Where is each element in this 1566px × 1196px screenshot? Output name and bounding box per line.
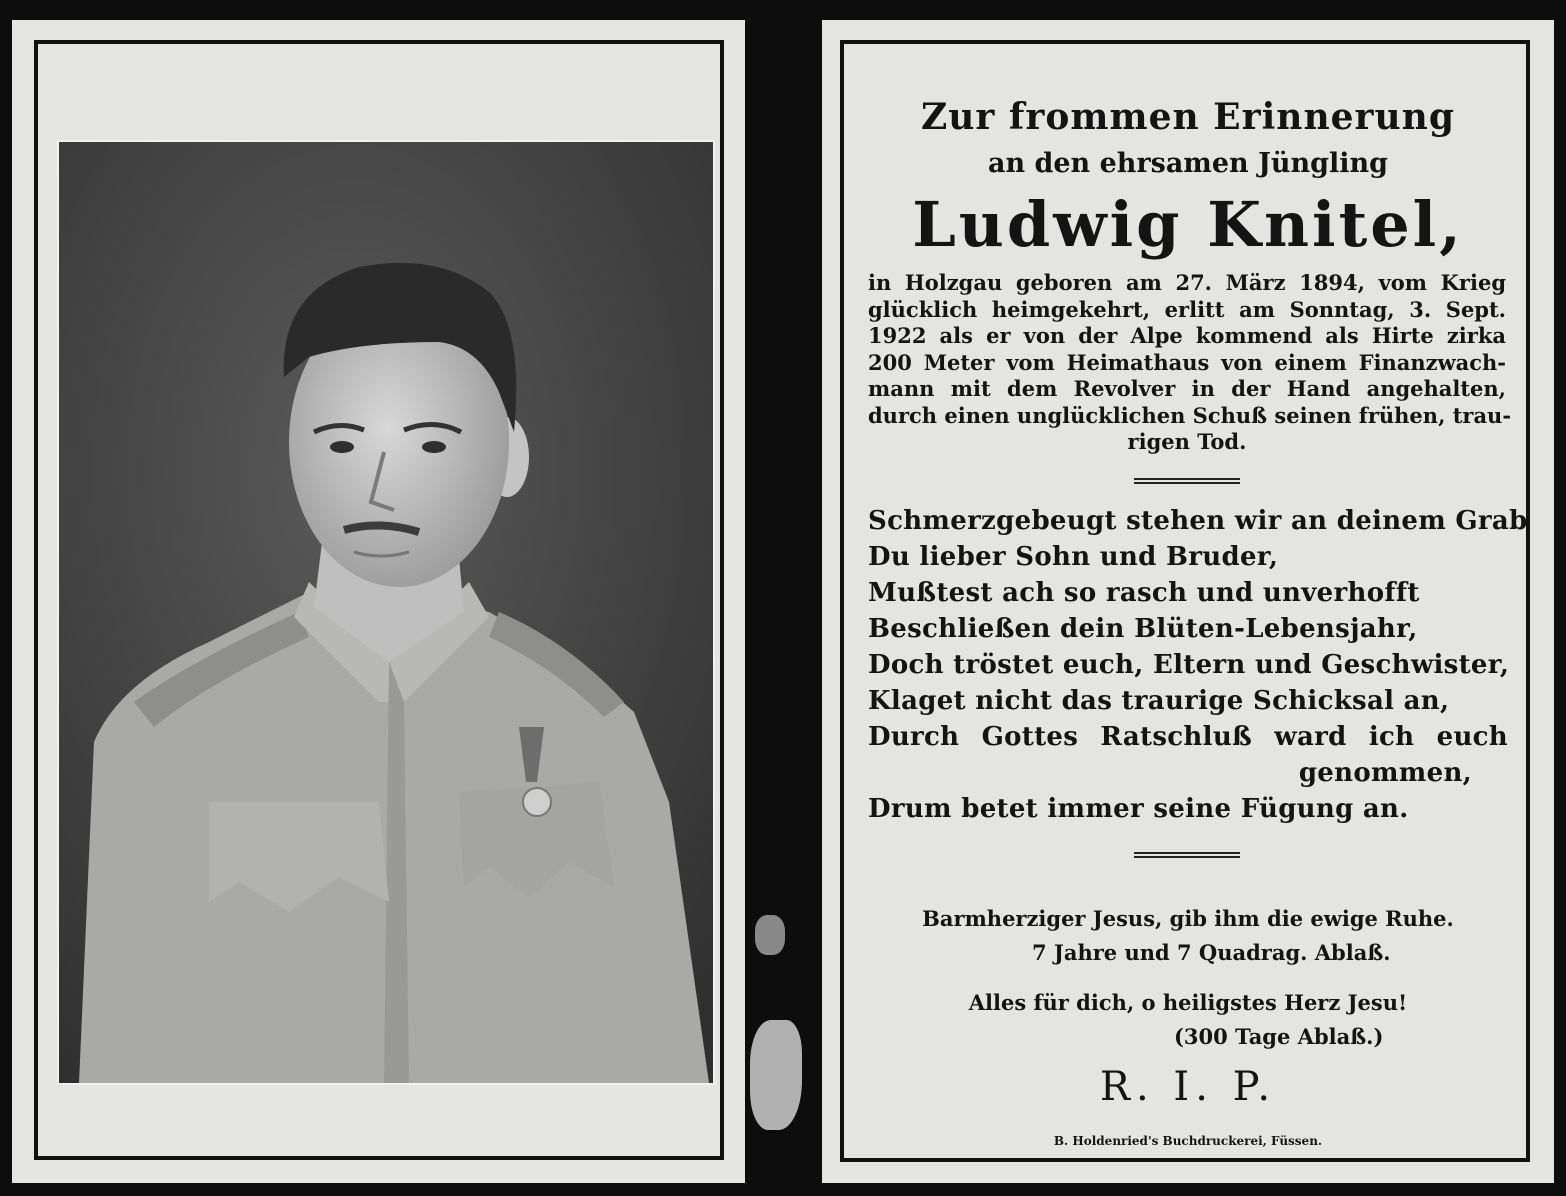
rip-inscription: R. I. P. (1099, 1064, 1277, 1110)
poem-line: Du lieber Sohn und Bruder, (868, 542, 1279, 572)
bio-line: in Holzgau geboren am 27. März 1894, vom Krieg (868, 270, 1506, 295)
portrait-card (12, 20, 745, 1183)
deceased-name: Ludwig Knitel, (912, 188, 1464, 261)
poem-line: Schmerzgebeugt stehen wir an deinem Grab (868, 506, 1528, 536)
bio-line: rigen Tod. (1127, 429, 1247, 454)
poem-line: Doch tröstet euch, Eltern und Geschwister, (868, 650, 1510, 680)
prayer-text: Barmherziger Jesus, gib ihm die ewige Ruhe. (922, 906, 1454, 931)
poem-line: Mußtest ach so rasch und unverhofft (868, 578, 1420, 608)
bio-line: 1922 als er von der Alpe kommend als Hirte zirka (868, 323, 1506, 348)
spine-tear (750, 1020, 802, 1130)
bio-line: glücklich heimgekehrt, erlitt am Sonntag, 3. Sept. (868, 296, 1506, 322)
indulgence-note: 7 Jahre und 7 Quadrag. Ablaß. (1032, 940, 1391, 965)
portrait-photo (57, 140, 715, 1085)
double-rule-divider (1134, 478, 1240, 484)
poem-line: Durch Gottes Ratschluß ward ich euch (868, 722, 1508, 752)
poem-line: Beschließen dein Blüten-Lebensjahr, (868, 614, 1418, 644)
prayer-text: Alles für dich, o heiligstes Herz Jesu! (968, 990, 1408, 1015)
spine-damage (755, 915, 785, 955)
memorial-poem (868, 503, 1528, 827)
biography-paragraph (868, 270, 1512, 456)
bio-line: durch einen unglücklichen Schuß seinen frühen, trau- (868, 402, 1512, 428)
bio-line: mann mit dem Revolver in der Hand angehalten, (868, 376, 1506, 401)
card-heading: Zur frommen Erinnerung (920, 96, 1456, 138)
memorial-text-card (822, 20, 1554, 1183)
indulgence-note: (300 Tage Ablaß.) (1174, 1024, 1384, 1049)
double-rule-divider (1134, 852, 1240, 858)
poem-line: Klaget nicht das traurige Schicksal an, (868, 686, 1450, 716)
bio-line: 200 Meter vom Heimathaus von einem Finanzwach- (868, 349, 1506, 375)
printer-credit: B. Holdenried's Buchdruckerei, Füssen. (1053, 1134, 1323, 1148)
poem-line: Drum betet immer seine Fügung an. (868, 794, 1409, 824)
poem-line: genommen, (1298, 758, 1472, 788)
card-subheading: an den ehrsamen Jüngling (987, 148, 1389, 179)
